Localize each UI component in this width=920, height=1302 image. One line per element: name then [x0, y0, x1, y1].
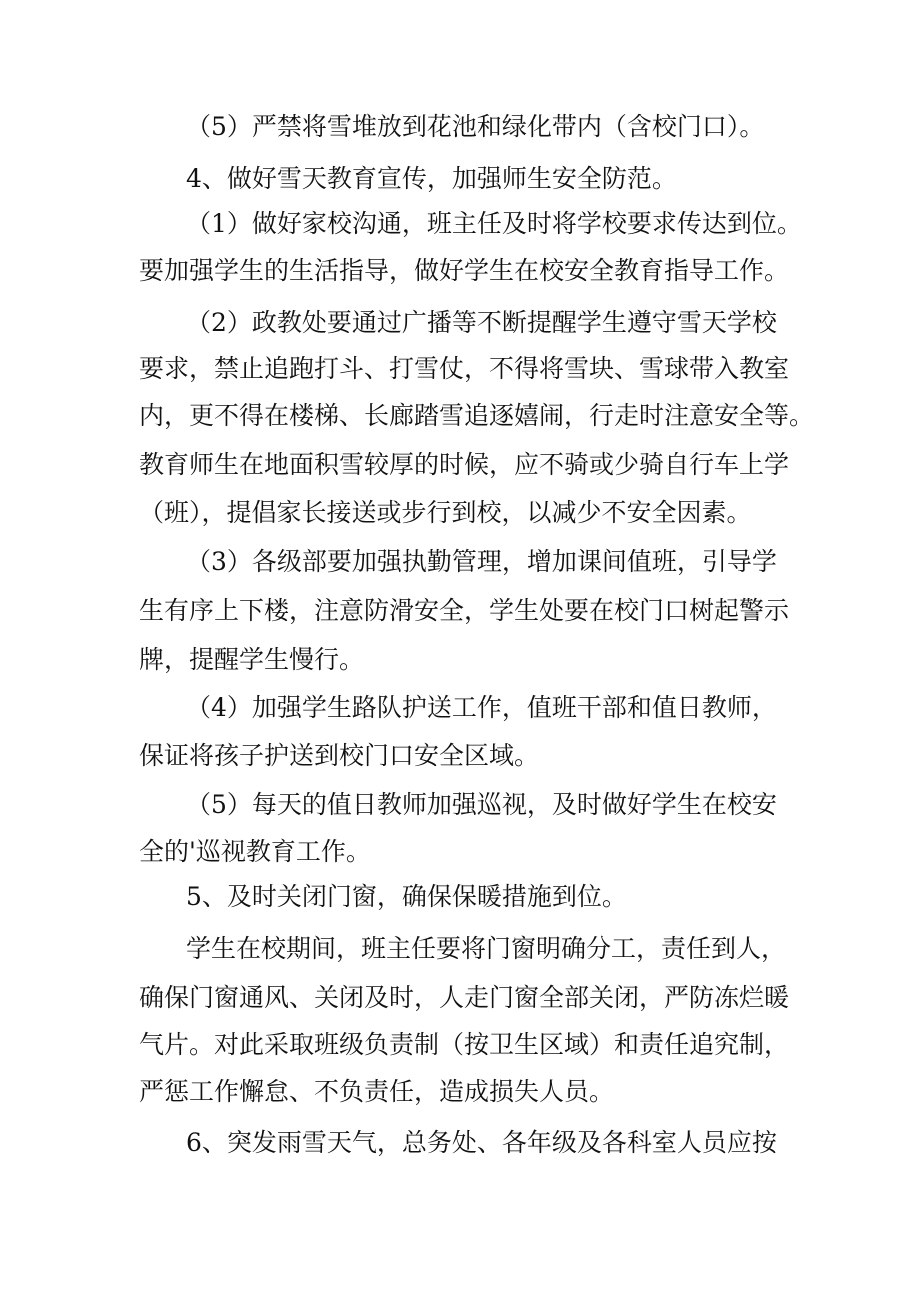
paragraph-line: （班），提倡家长接送或步行到校，以减少不安全因素。 — [139, 498, 752, 527]
paragraph-line: 确保门窗通风、关闭及时，人走门窗全部关闭，严防冻烂暖 — [139, 983, 790, 1012]
paragraph-line: 牌，提醒学生慢行。 — [139, 645, 365, 674]
paragraph-line: 要求，禁止追跑打斗、打雪仗，不得将雪块、雪球带入教室 — [139, 354, 790, 383]
paragraph-line: （3）各级部要加强执勤管理，增加课间值班，引导学 — [186, 547, 777, 576]
paragraph-line: 要加强学生的生活指导，做好学生在校安全教育指导工作。 — [139, 256, 790, 285]
paragraph-line: （1）做好家校沟通，班主任及时将学校要求传达到位。 — [186, 209, 802, 238]
paragraph-line: 气片。对此采取班级负责制（按卫生区域）和责任追究制， — [139, 1030, 790, 1059]
paragraph-line: 保证将孩子护送到校门口安全区域。 — [139, 741, 540, 770]
paragraph-line: 5、及时关闭门窗，确保保暖措施到位。 — [186, 882, 627, 911]
paragraph-line: 内，更不得在楼梯、长廊踏雪追逐嬉闹，行走时注意安全等。 — [139, 401, 815, 430]
paragraph-line: 6、突发雨雪天气，总务处、各年级及各科室人员应按 — [186, 1128, 777, 1157]
paragraph-line: 教育师生在地面积雪较厚的时候，应不骑或少骑自行车上学 — [139, 450, 790, 479]
paragraph-line: （4）加强学生路队护送工作，值班干部和值日教师， — [186, 693, 777, 722]
paragraph-line: 学生在校期间，班主任要将门窗明确分工，责任到人， — [186, 934, 787, 963]
paragraph-line: （5）严禁将雪堆放到花池和绿化带内（含校门口）。 — [186, 112, 765, 141]
paragraph-line: （5）每天的值日教师加强巡视，及时做好学生在校安 — [186, 790, 777, 819]
paragraph-line: 4、做好雪天教育宣传，加强师生安全防范。 — [186, 164, 677, 193]
paragraph-line: 生有序上下楼，注意防滑安全，学生处要在校门口树起警示 — [139, 596, 790, 625]
paragraph-line: （2）政教处要通过广播等不断提醒学生遵守雪天学校 — [186, 308, 777, 337]
paragraph-line: 严惩工作懈怠、不负责任，造成损失人员。 — [139, 1077, 615, 1106]
paragraph-line: 全的'巡视教育工作。 — [139, 837, 371, 866]
